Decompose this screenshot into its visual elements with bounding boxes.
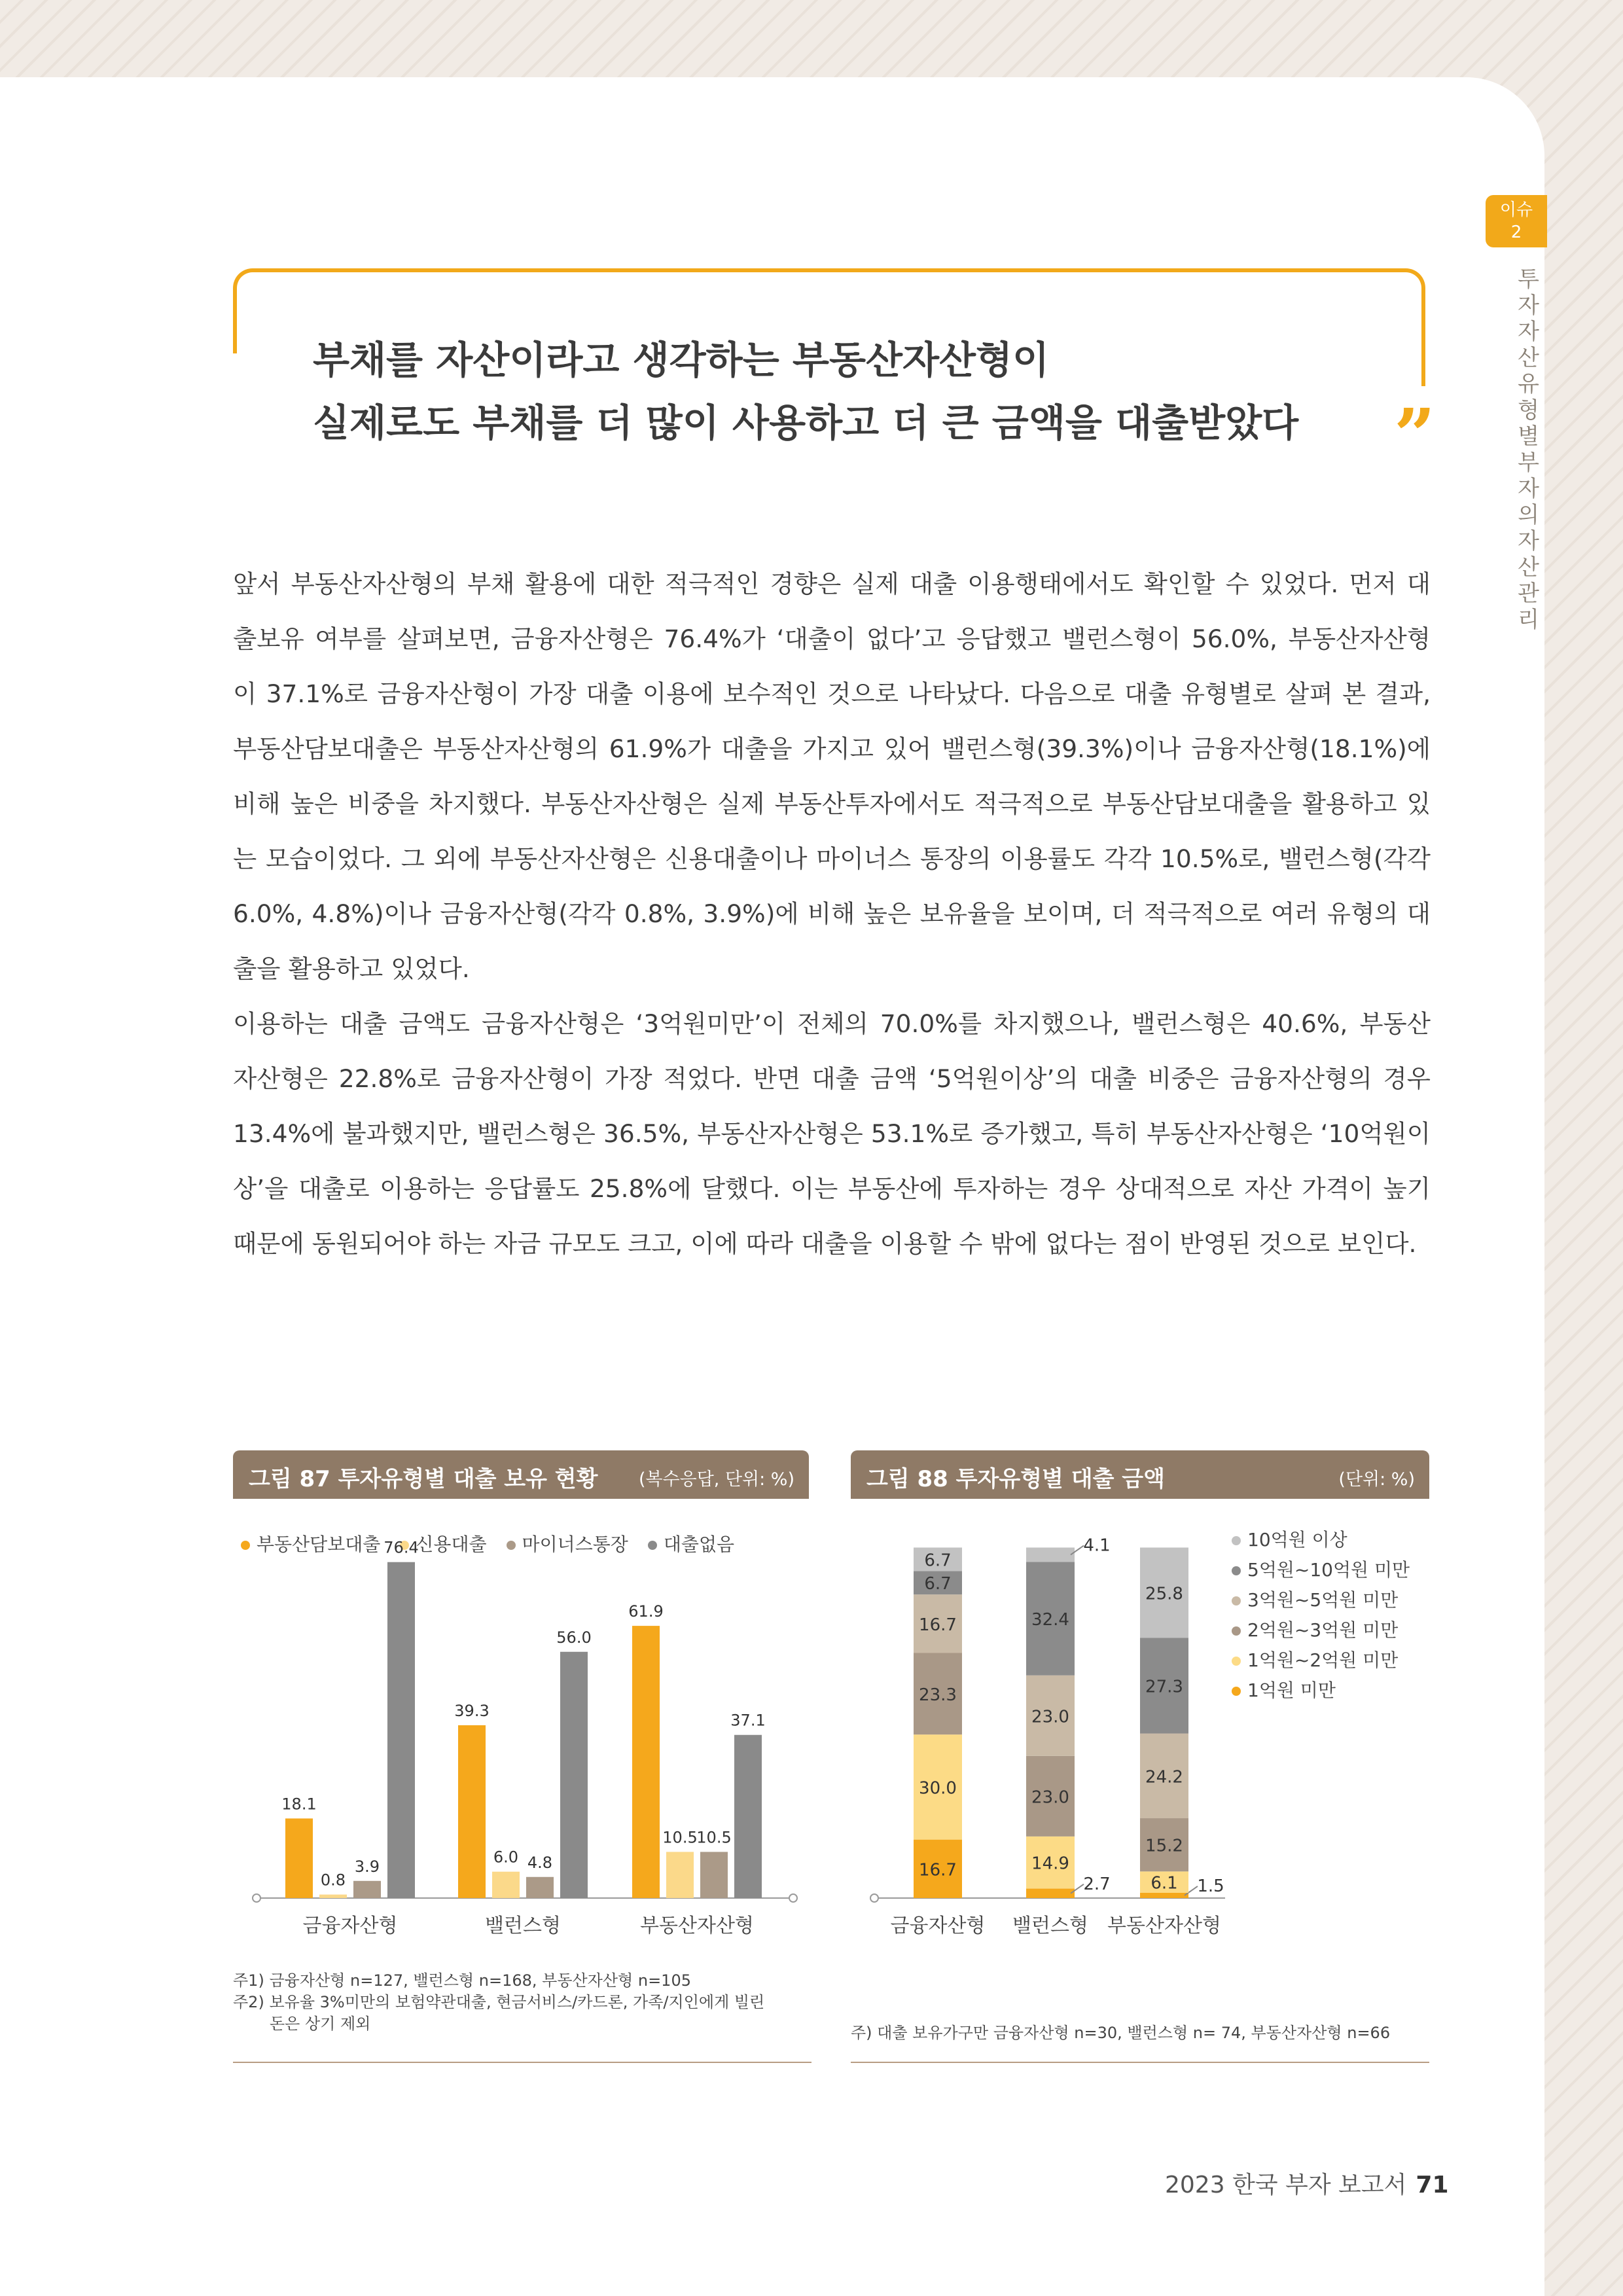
fig87-data-label: 39.3 <box>454 1701 490 1720</box>
fig88-segment <box>1026 1547 1075 1562</box>
legend-dot-icon <box>1232 1596 1241 1605</box>
fig88-segment <box>1140 1893 1188 1898</box>
legend-dot-icon <box>1232 1657 1241 1666</box>
axis-end-right <box>789 1894 797 1902</box>
fig88-legend-item <box>1232 1525 1410 1555</box>
fig88-title: 그림 88 투자유형별 대출 금액 <box>866 1466 1165 1492</box>
fig88-data-label: 6.7 <box>924 1551 952 1571</box>
issue-label: 이슈 <box>1499 200 1533 220</box>
fig87-data-label: 6.0 <box>493 1848 519 1867</box>
fig87-bar <box>458 1725 486 1898</box>
fig88-data-label: 1.5 <box>1197 1876 1224 1896</box>
axis-end-left <box>870 1894 878 1902</box>
fig88-legend-item <box>1232 1645 1410 1676</box>
body-line: 이용하는 대출 금액도 금융자산형은 ‘3억원미만’이 전체의 70.0%를 차지했으나, 밸런스형은 40.6%, 부동산 <box>233 1009 1431 1038</box>
fig88-legend <box>1232 1525 1410 1706</box>
fig88-segment <box>1026 1889 1075 1898</box>
body-line: 부동산담보대출은 부동산자산형의 61.9%가 대출을 가지고 있어 밸런스형(39.3%)이나 금융자산형(18.1%)에 <box>233 734 1431 763</box>
axis-end-left <box>253 1894 260 1902</box>
fig87-bar <box>319 1895 347 1898</box>
fig88-data-label: 24.2 <box>1145 1767 1183 1787</box>
body-line: 출을 활용하고 있었다. <box>233 954 470 983</box>
fig87-data-label: 10.5 <box>696 1828 732 1847</box>
fig87-title: 그림 87 투자유형별 대출 보유 현황 <box>249 1466 598 1492</box>
fig87-unit: (복수응답, 단위: %) <box>638 1469 794 1490</box>
fig88-chart <box>851 1505 1224 1944</box>
legend-dot-icon <box>1232 1626 1241 1636</box>
fig88-category-label: 부동산자산형 <box>1107 1914 1221 1937</box>
fig88-legend-item <box>1232 1676 1410 1706</box>
fig87-bar <box>632 1626 660 1898</box>
legend-dot-icon <box>1232 1566 1241 1575</box>
fig87-data-label: 61.9 <box>628 1602 664 1621</box>
fig88-header <box>851 1450 1429 1499</box>
fig87-bar <box>526 1877 554 1898</box>
body-line: 는 모습이었다. 그 외에 부동산자산형은 신용대출이나 마이너스 통장의 이용률도 각각 10.5%로, 밸런스형(각각 <box>233 844 1431 873</box>
issue-tab <box>1486 195 1547 247</box>
fig87-bar <box>492 1872 520 1898</box>
fig88-data-label: 14.9 <box>1031 1854 1069 1874</box>
body-text <box>233 556 1431 1271</box>
fig87-data-label: 18.1 <box>281 1795 317 1814</box>
fig87-data-label: 4.8 <box>527 1853 553 1872</box>
fig88-data-label: 16.7 <box>919 1860 957 1880</box>
quote-mark-icon: ” <box>1394 393 1436 477</box>
fig87-bar <box>734 1735 762 1898</box>
page-number: 71 <box>1416 2172 1449 2198</box>
body-line: 때문에 동원되어야 하는 자금 규모도 크고, 이에 따라 대출을 이용할 수 밖에 없다는 점이 반영된 것으로 보인다. <box>233 1229 1417 1258</box>
headline-line-2: 실제로도 부채를 더 많이 사용하고 더 큰 금액을 대출받았다 <box>313 401 1299 445</box>
fig88-legend-item <box>1232 1555 1410 1585</box>
legend-dot-icon <box>1232 1536 1241 1545</box>
legend-label: 2억원~3억원 미만 <box>1247 1619 1399 1641</box>
body-line: 앞서 부동산자산형의 부채 활용에 대한 적극적인 경향은 실제 대출 이용행태에서도 확인할 수 있었다. 먼저 대 <box>233 569 1431 598</box>
fig88-legend-item <box>1232 1615 1410 1645</box>
fig87-bar <box>666 1852 694 1898</box>
fig88-data-label: 23.3 <box>919 1685 957 1705</box>
frame-gap-left <box>229 353 242 452</box>
fig88-category-label: 금융자산형 <box>890 1914 986 1937</box>
legend-dot-icon <box>1232 1687 1241 1696</box>
fig87-rule <box>233 2062 812 2063</box>
fig87-bar <box>700 1852 728 1898</box>
legend-label: 마이너스통장 <box>522 1534 628 1555</box>
legend-dot-icon <box>648 1541 657 1550</box>
legend-label: 1억원 미만 <box>1247 1679 1336 1701</box>
fig87-data-label: 0.8 <box>320 1871 346 1890</box>
legend-label: 10억원 이상 <box>1247 1529 1347 1551</box>
fig88-data-label: 23.0 <box>1031 1787 1069 1808</box>
fig87-category-label: 금융자산형 <box>302 1914 398 1937</box>
legend-label: 대출없음 <box>663 1534 735 1555</box>
page-footer <box>1165 2166 1449 2200</box>
body-line: 6.0%, 4.8%)이나 금융자산형(각각 0.8%, 3.9%)에 비해 높은 보유율을 보이며, 더 적극적으로 여러 유형의 대 <box>233 899 1431 928</box>
fig88-data-label: 6.7 <box>924 1574 952 1594</box>
fig87-note-2: 주2) 보유율 3%미만의 보험약관대출, 현금서비스/카드론, 가족/지인에게 빌린 <box>233 1993 765 2011</box>
fig87-bar <box>560 1652 588 1898</box>
fig88-legend-item <box>1232 1585 1410 1615</box>
section-title <box>1512 267 1538 641</box>
fig87-bar <box>285 1818 313 1898</box>
body-line: 비해 높은 비중을 차지했다. 부동산자산형은 실제 부동산투자에서도 적극적으로 부동산담보대출을 활용하고 있 <box>233 789 1431 818</box>
fig88-data-label: 25.8 <box>1145 1584 1183 1604</box>
body-line: 13.4%에 불과했지만, 밸런스형은 36.5%, 부동산자산형은 53.1%로 증가했고, 특히 부동산자산형은 ‘10억원이 <box>233 1119 1431 1148</box>
fig88-data-label: 27.3 <box>1145 1677 1183 1697</box>
fig88-data-label: 30.0 <box>919 1778 957 1799</box>
fig87-category-label: 밸런스형 <box>485 1914 561 1937</box>
section-title-text: 투자자산유형별부자의자산관리 <box>1513 267 1539 634</box>
legend-label: 5억원~10억원 미만 <box>1247 1559 1410 1581</box>
fig88-rule <box>851 2062 1429 2063</box>
fig88-data-label: 16.7 <box>919 1615 957 1635</box>
fig87-bar <box>387 1562 415 1898</box>
body-line: 출보유 여부를 살펴보면, 금융자산형은 76.4%가 ‘대출이 없다’고 응답했고 밸런스형이 56.0%, 부동산자산형 <box>233 624 1431 653</box>
legend-label: 부동산담보대출 <box>257 1534 381 1555</box>
fig88-data-label: 2.7 <box>1083 1874 1111 1894</box>
body-line: 자산형은 22.8%로 금융자산형이 가장 적었다. 반면 대출 금액 ‘5억원이상’의 대출 비중은 금융자산형의 경우 <box>233 1064 1431 1093</box>
footer-text: 2023 한국 부자 보고서 <box>1165 2172 1407 2198</box>
legend-label: 1억원~2억원 미만 <box>1247 1649 1399 1671</box>
fig87-data-label: 56.0 <box>556 1628 592 1647</box>
fig87-data-label: 3.9 <box>354 1857 380 1876</box>
legend-dot-icon <box>507 1541 516 1550</box>
fig87-bar <box>353 1881 381 1898</box>
issue-number: 2 <box>1510 223 1522 242</box>
fig87-category-label: 부동산자산형 <box>640 1914 754 1937</box>
fig88-data-label: 6.1 <box>1150 1873 1178 1893</box>
fig88-data-label: 32.4 <box>1031 1610 1069 1630</box>
fig87-header <box>233 1450 809 1499</box>
fig87-data-label: 76.4 <box>383 1538 419 1557</box>
legend-dot-icon <box>241 1541 250 1550</box>
fig87-data-label: 10.5 <box>662 1828 698 1847</box>
fig87-note-1: 주1) 금융자산형 n=127, 밸런스형 n=168, 부동산자산형 n=105 <box>233 1971 691 1990</box>
fig88-data-label: 15.2 <box>1145 1836 1183 1856</box>
headline-line-1: 부채를 자산이라고 생각하는 부동산자산형이 <box>313 338 1050 382</box>
fig88-unit: (단위: %) <box>1338 1469 1415 1490</box>
body-line: 상’을 대출로 이용하는 응답률도 25.8%에 달했다. 이는 부동산에 투자하는 경우 상대적으로 자산 가격이 높기 <box>233 1174 1431 1203</box>
headline <box>313 329 1298 454</box>
legend-label: 신용대출 <box>416 1534 487 1555</box>
body-line: 이 37.1%로 금융자산형이 가장 대출 이용에 보수적인 것으로 나타났다. 다음으로 대출 유형별로 살펴 본 결과, <box>233 679 1431 708</box>
fig87-note-3: 돈은 상기 제외 <box>270 2015 371 2033</box>
fig88-note: 주) 대출 보유가구만 금융자산형 n=30, 밸런스형 n= 74, 부동산자산형 n=66 <box>851 2024 1391 2042</box>
legend-label: 3억원~5억원 미만 <box>1247 1589 1399 1611</box>
fig88-category-label: 밸런스형 <box>1012 1914 1088 1937</box>
fig87-data-label: 37.1 <box>730 1711 766 1730</box>
fig88-data-label: 4.1 <box>1083 1535 1111 1556</box>
fig88-data-label: 23.0 <box>1031 1707 1069 1727</box>
